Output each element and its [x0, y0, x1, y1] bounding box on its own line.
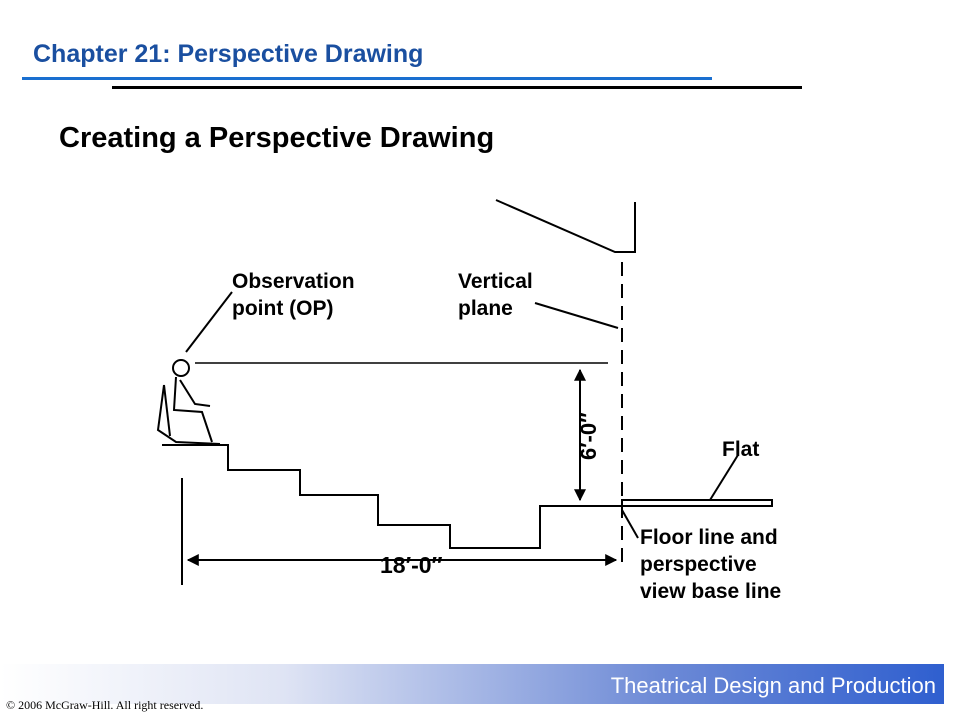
label-op-line1: Observation	[232, 270, 355, 293]
label-vp-line1: Vertical	[458, 270, 533, 293]
vertical-plane-top	[496, 200, 635, 252]
label-height: 6′-0″	[576, 412, 601, 460]
label-distance: 18′-0″	[380, 552, 443, 578]
perspective-diagram	[140, 180, 840, 620]
footer-course: Theatrical Design and Production	[610, 673, 936, 698]
header-rule-blue	[22, 77, 712, 80]
label-op-line2: point (OP)	[232, 297, 334, 320]
label-floor-line1: Floor line and	[640, 526, 778, 549]
label-floor-line2: perspective	[640, 553, 757, 576]
label-floor-line3: view base line	[640, 580, 782, 603]
label-flat: Flat	[722, 438, 760, 461]
flat-shape	[622, 500, 772, 506]
stairs	[162, 445, 640, 548]
header-rule-black	[112, 86, 802, 89]
copyright: © 2006 McGraw-Hill. All right reserved.	[6, 698, 204, 712]
leader-lines	[186, 292, 738, 538]
seated-figure	[158, 360, 220, 444]
label-vp-line2: plane	[458, 297, 513, 320]
chapter-title: Chapter 21: Perspective Drawing	[33, 40, 424, 68]
slide-title: Creating a Perspective Drawing	[59, 122, 495, 154]
